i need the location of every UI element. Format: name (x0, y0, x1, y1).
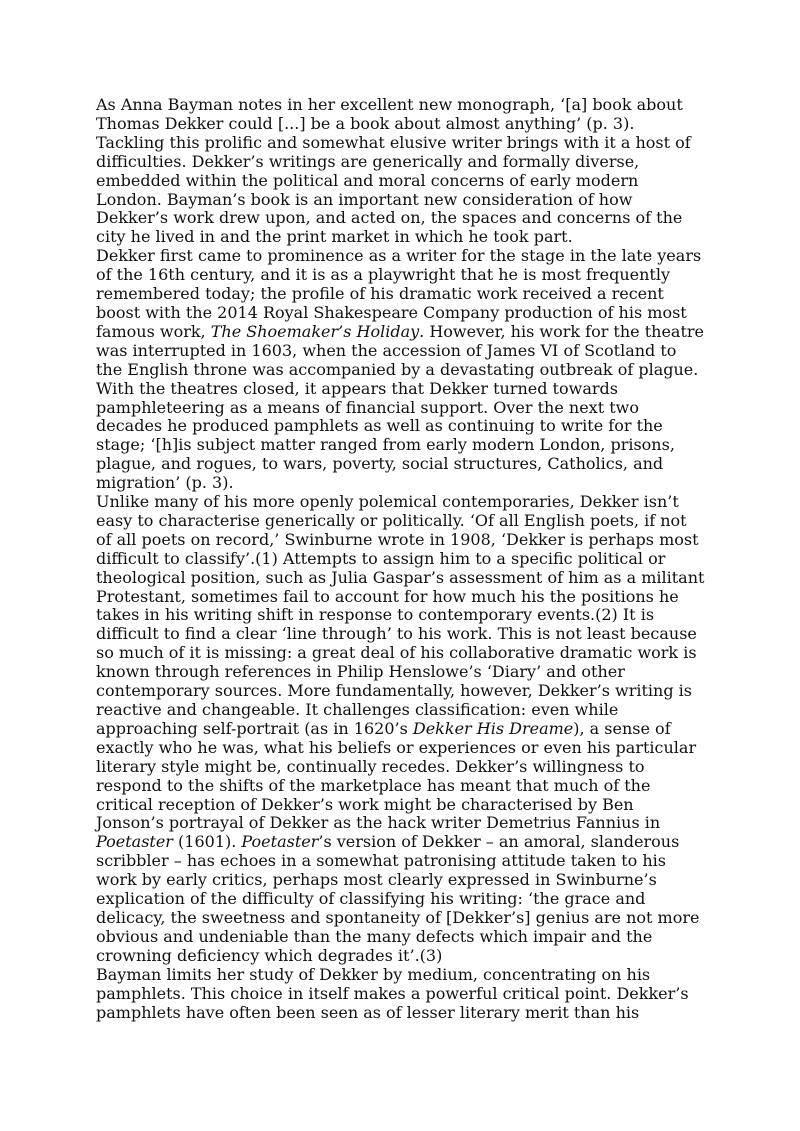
paragraph-4 (96, 966, 706, 1023)
text-run: (1601). (172, 832, 242, 852)
italic-title: The Shoemaker’s Holiday (210, 321, 420, 341)
italic-title: Poetaster (241, 832, 319, 852)
text-run: Bayman limits her study of Dekker by medium, concentrating on his pamphlets. This choice in itself makes a powerful critical point. Dekker’s pamphlets have often been seen as of lesser literary merit than his (96, 964, 689, 1022)
italic-title: Dekker His Dreame (412, 718, 574, 738)
text-run: ’s version of Dekker – an amoral, slanderous scribbler – has echoes in a somewhat patronising attitude taken to his work by early critics, perhaps most clearly expressed in Swinburne’s explication of the difficulty of classifying his writing: ‘the grace and delicacy, the sweetness and spontaneity of [Dekker’s] genius are not more obvious and undeniable than the many defects which impair and the crowning deficiency which degrades it’.(3) (96, 832, 700, 965)
paragraph-3 (96, 493, 706, 966)
text-run: . However, his work for the theatre was interrupted in 1603, when the accession of James VI of Scotland to the English throne was accompanied by a devastating outbreak of plague. With the theatres closed, it appears that Dekker turned towards pamphleteering as a means of financial support. Over the next two decades he produced pamphlets as well as continuing to write for the stage; ‘[h]is subject matter ranged from early modern London, prisons, plague, and rogues, to wars, poverty, social structures, Catholics, and migration’ (p. 3). (96, 321, 705, 493)
text-run: Unlike many of his more openly polemical contemporaries, Dekker isn’t easy to characterise generically or politically. ‘Of all English poets, if not of all poets on record,’ Swinburne wrote in 1908, ‘Dekker is perhaps most difficult to classify’.(1) Attempts to assign him to a specific political or theological position, such as Julia Gaspar’s assessment of him as a militant Protestant, sometimes fail to account for how much his the positions he takes in his writing shift in response to contemporary events.(2) It is difficult to find a clear ‘line through’ to his work. This is not least because so much of it is missing: a great deal of his collaborative dramatic work is known through references in Philip Henslowe’s ‘Diary’ and other contemporary sources. More fundamentally, however, Dekker’s writing is reactive and changeable. It challenges classification: even while approaching self-portrait (as in 1620’s (96, 492, 705, 738)
paragraph-2 (96, 247, 706, 493)
text-run: As Anna Bayman notes in her excellent new monograph, ‘[a] book about Thomas Dekker could [...] be a book about almost anything’ (p. 3). Tackling this prolific and somewhat elusive writer brings with it a host of difficulties. Dekker’s writings are generically and formally diverse, embedded within the political and moral concerns of early modern London. Bayman’s book is an important new consideration of how Dekker’s work drew upon, and acted on, the spaces and concerns of the city he lived in and the print market in which he took part. (96, 95, 691, 247)
article-body (96, 96, 706, 1022)
italic-title: Poetaster (96, 832, 173, 852)
text-run: ), a sense of exactly who he was, what his beliefs or experiences or even his particular literary style might be, continually recedes. Dekker’s willingness to respond to the shifts of the marketplace has meant that much of the critical reception of Dekker’s work might be characterised by Ben Jonson’s portrayal of Dekker as the hack writer Demetrius Fannius in (96, 718, 697, 833)
text-run: Dekker first came to prominence as a writer for the stage in the late years of the 16th century, and it is as a playwright that he is most frequently remembered today; the profile of his dramatic work received a recent boost with the 2014 Royal Shakespeare Company production of his most famous work, (96, 246, 702, 341)
paragraph-1 (96, 96, 706, 247)
